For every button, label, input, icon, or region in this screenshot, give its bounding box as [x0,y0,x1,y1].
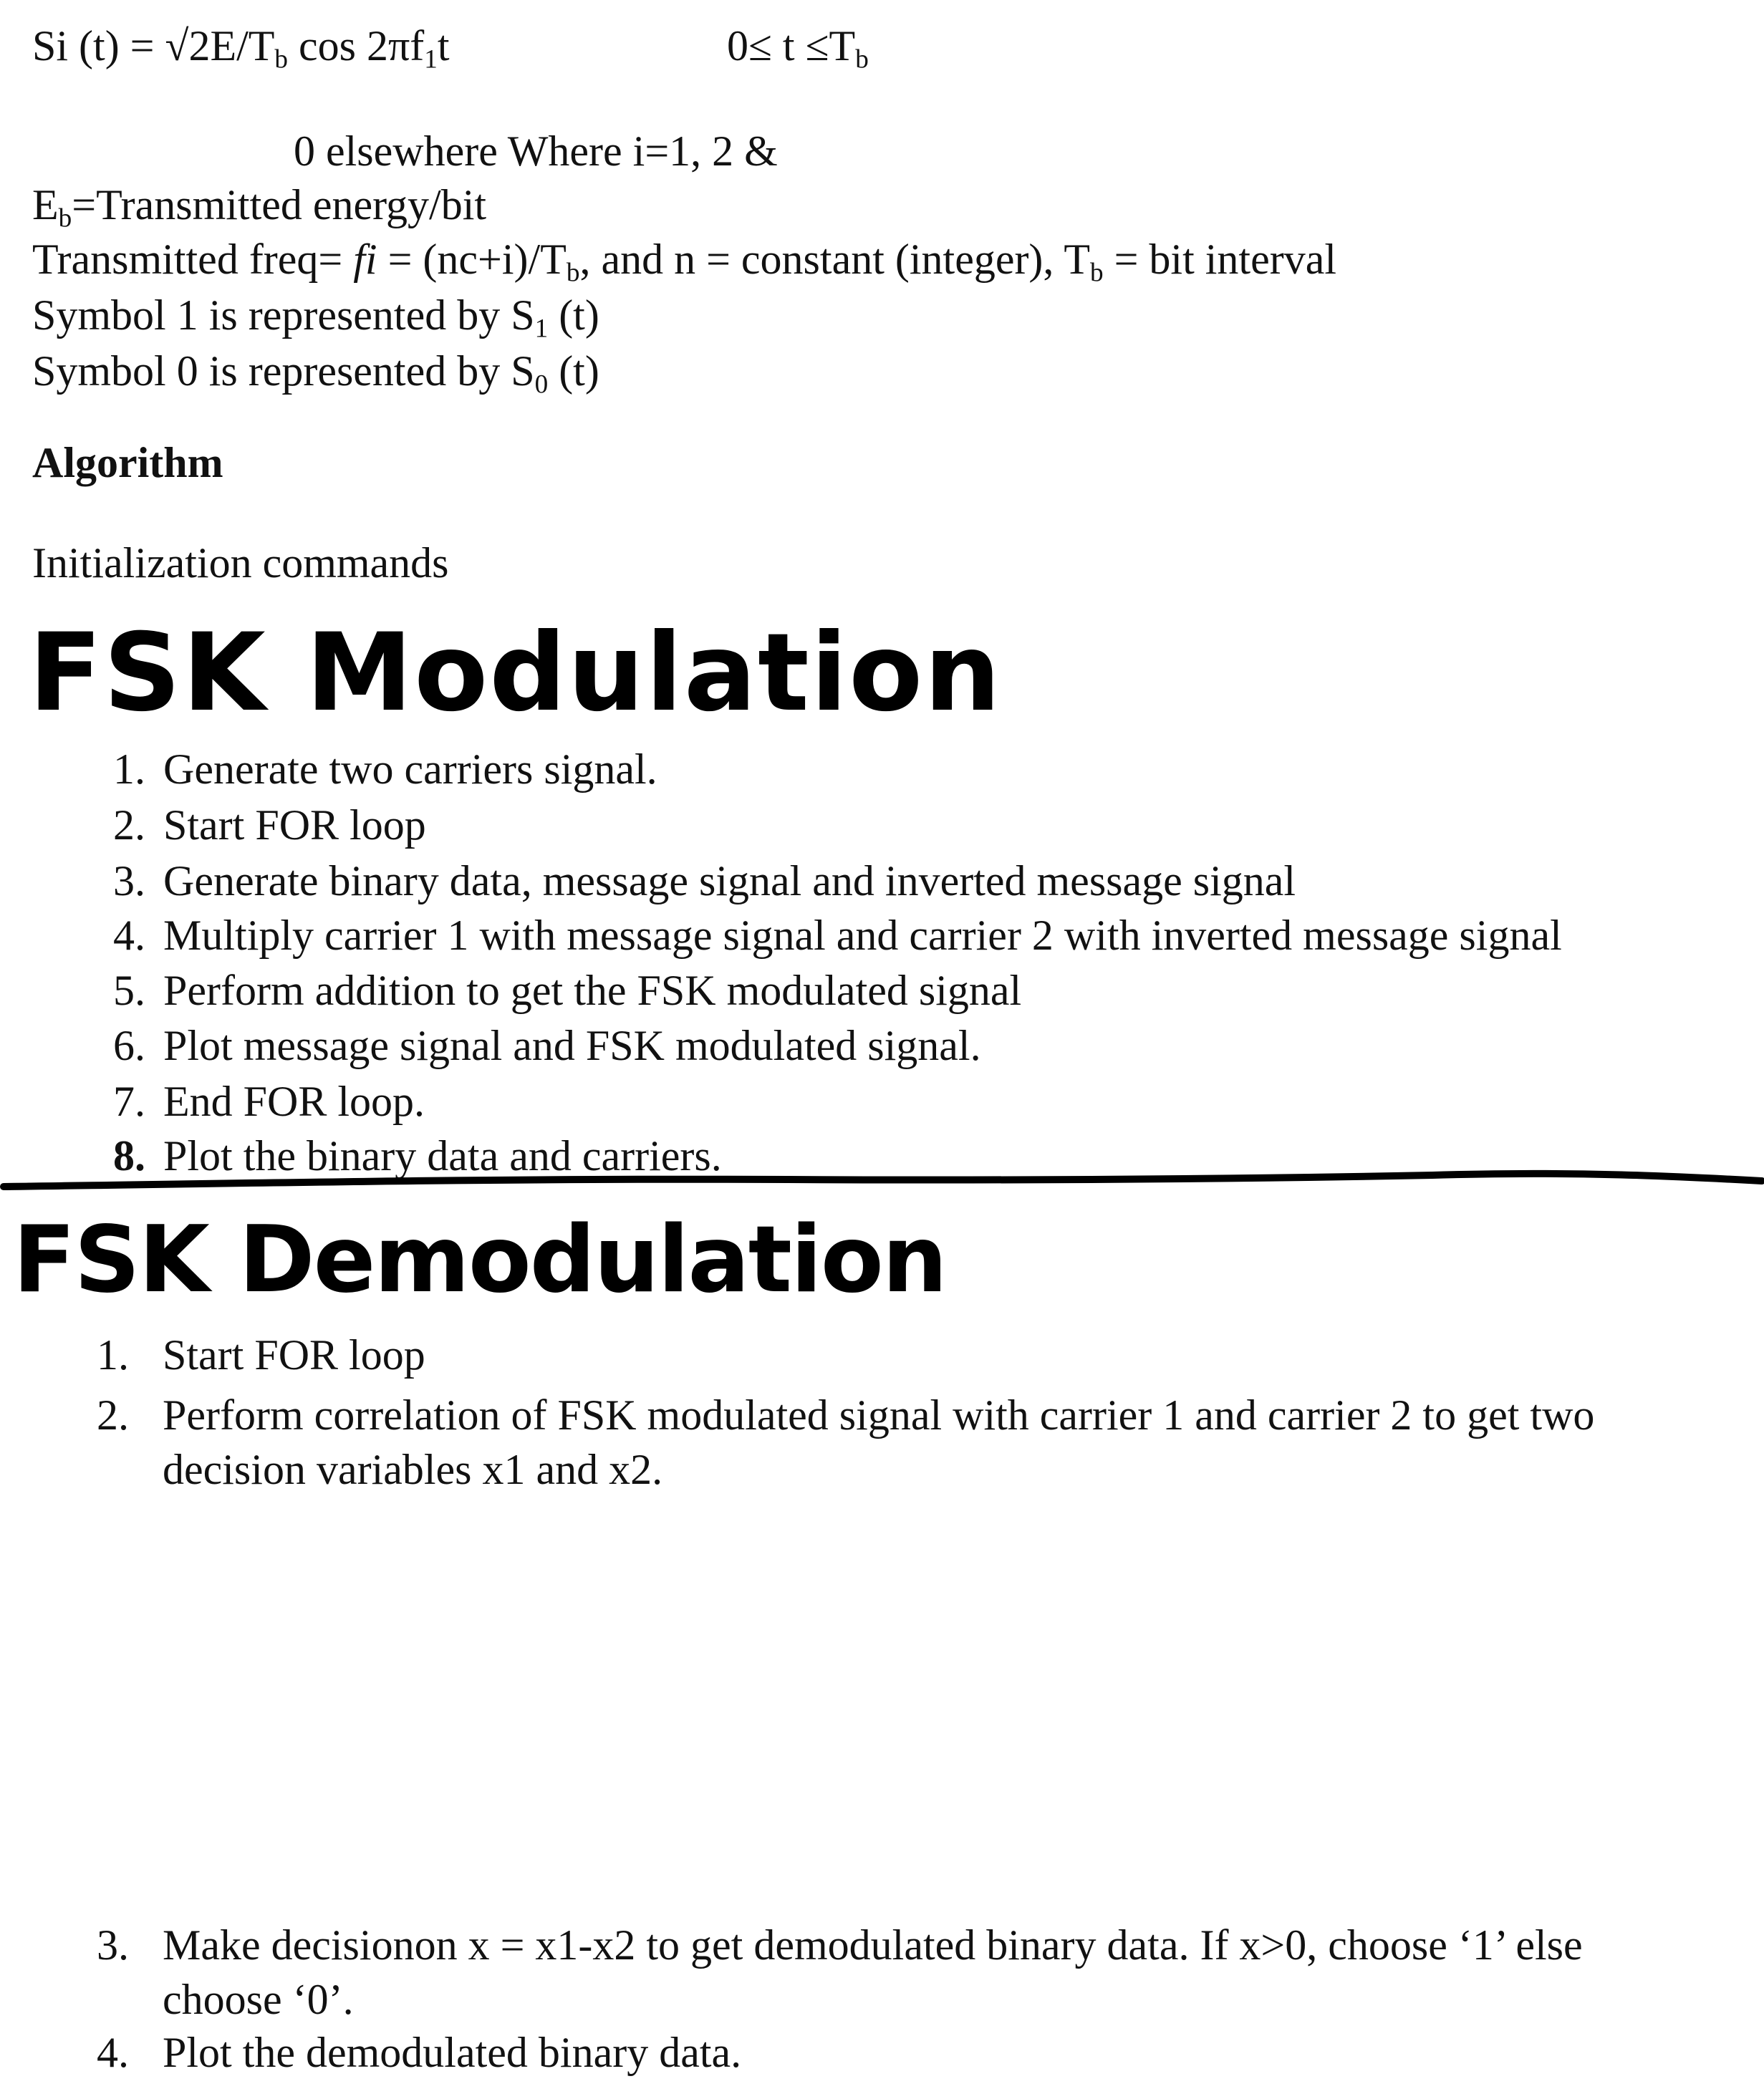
step-number: 4. [97,2029,129,2076]
init-commands: Initialization commands [32,539,449,587]
modulation-step [113,799,426,851]
freq-sub2: b [1089,258,1104,288]
energy-e: E [32,181,59,228]
step-text: Start FOR loop [163,1331,425,1379]
symbol1-line [32,289,599,344]
step-number: 4. [113,912,145,959]
energy-text: =Transmitted energy/bit [72,181,487,228]
step-number: 6. [113,1022,145,1069]
demodulation-step [97,1329,425,1381]
freq-sub1: b [566,258,580,288]
range-sub: b [855,44,869,74]
step-text: End FOR loop. [163,1078,425,1125]
step-text: Plot the demodulated binary data. [163,2029,742,2076]
modulation-heading: FSK Modulation [29,611,1003,735]
symbol1-post: (t) [548,291,599,339]
modulation-step [113,1076,425,1127]
step-text: Plot the binary data and carriers. [163,1132,722,1179]
elsewhere-line: 0 elsewhere Where i=1, 2 & [294,127,778,175]
step-number: 2. [113,801,145,849]
demodulation-step [97,1389,1594,1441]
freq-d: = bit interval [1103,236,1337,283]
step-number: 3. [113,857,145,904]
step-number: 7. [113,1078,145,1125]
step-text: Multiply carrier 1 with message signal and carrier 2 with inverted message signal [163,912,1562,959]
algorithm-heading: Algorithm [32,439,223,486]
step-number: 1. [113,745,145,793]
modulation-step [113,909,1562,961]
demodulation-heading: FSK Demodulation [13,1207,946,1313]
formula-cos: cos 2πf [288,22,425,69]
freq-fi: fi [353,236,377,283]
symbol1-sub: 1 [534,314,549,344]
modulation-step [113,1020,981,1071]
modulation-step [113,743,657,795]
step-text: Generate binary data, message signal and inverted message signal [163,857,1296,904]
formula-range [727,20,869,72]
energy-line [32,179,486,231]
range-text: 0≤ t ≤T [727,22,856,69]
step-text: Perform addition to get the FSK modulated signal [163,967,1022,1014]
step-text: Perform correlation of FSK modulated signal with carrier 1 and carrier 2 to get two [163,1391,1595,1439]
step-number: 1. [97,1331,129,1379]
formula-t: t [437,22,450,69]
formula-sub-1: 1 [424,44,438,74]
step-text: Make decisionon x = x1-x2 to get demodulated binary data. If x>0, choose ‘1’ else [163,1921,1583,1969]
freq-c: , and n = constant (integer), T [579,236,1090,283]
symbol0-line [32,345,599,400]
symbol1-pre: Symbol 1 is represented by S [32,291,535,339]
step-number: 2. [97,1391,129,1439]
demodulation-step [97,1919,1583,1971]
step-text: Generate two carriers signal. [163,745,657,793]
freq-b: = (nc+i)/T [377,236,567,283]
demodulation-step-continuation: choose ‘0’. [163,1976,354,2023]
symbol0-post: (t) [548,347,599,395]
freq-a: Transmitted freq= [32,236,354,283]
step-text: Start FOR loop [163,801,426,849]
symbol0-pre: Symbol 0 is represented by S [32,347,535,395]
step-number: 5. [113,967,145,1014]
formula-sub-b: b [274,44,289,74]
energy-sub: b [58,203,72,233]
demodulation-step-continuation: decision variables x1 and x2. [163,1446,663,1493]
symbol0-sub: 0 [534,370,549,400]
step-number: 8. [113,1132,145,1179]
step-number: 3. [97,1921,129,1969]
modulation-step [113,855,1296,907]
freq-line [32,233,1337,288]
modulation-step [113,965,1021,1016]
signal-formula [32,20,450,72]
formula-lhs: Si (t) = √2E/T [32,22,275,69]
step-text: Plot message signal and FSK modulated signal. [163,1022,981,1069]
demodulation-step [97,2027,741,2078]
handdrawn-divider [0,1157,1764,1192]
